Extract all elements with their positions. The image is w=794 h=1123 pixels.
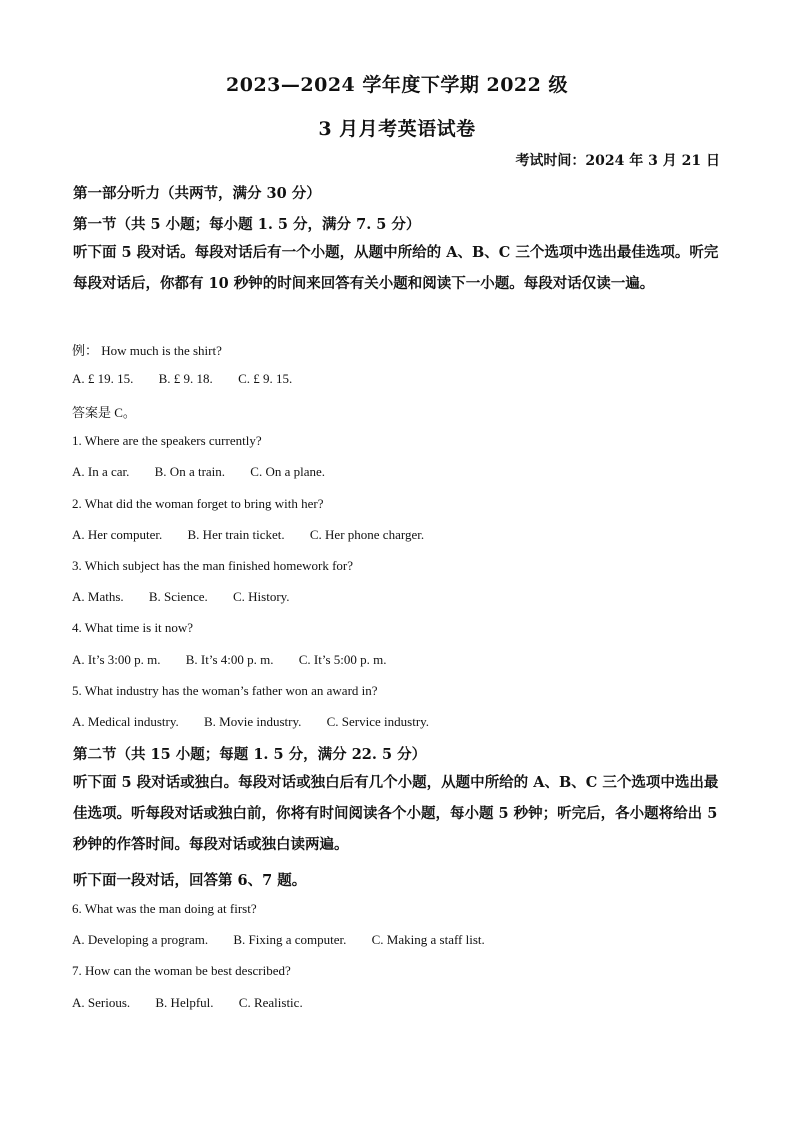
- option-b: B. Her train ticket.: [187, 527, 285, 542]
- option-b: B. Science.: [148, 589, 208, 604]
- option-b: B. It’s 4:00 p. m.: [185, 652, 274, 667]
- section2-heading: 第二节（共 15 小题；每题 1. 5 分，满分 22. 5 分）: [73, 746, 427, 763]
- option-a: A. £ 19. 15.: [72, 371, 134, 386]
- section1-instructions: 听下面 5 段对话。每段对话后有一个小题，从题中所给的 A、B、C 三个选项中选出最佳选项。听完每段对话后，你都有 10 秒钟的时间来回答有关小题和阅读下一小题。每段对话仅读一遍。: [73, 244, 719, 292]
- option-c: C. History.: [232, 589, 290, 604]
- option-c: C. Her phone charger.: [309, 527, 425, 542]
- question-2-options: [72, 527, 424, 543]
- option-a: A. Medical industry.: [72, 714, 179, 729]
- option-a: A. Her computer.: [72, 527, 163, 542]
- example-answer: 答案是 C。: [72, 405, 136, 420]
- question-5: 5. What industry has the woman’s father won an award in?: [72, 683, 378, 698]
- option-b: B. £ 9. 18.: [158, 371, 213, 386]
- question-6: 6. What was the man doing at first?: [72, 901, 257, 916]
- dialog-intro: 听下面一段对话，回答第 6、7 题。: [73, 872, 307, 889]
- part1-heading: 第一部分听力（共两节，满分 30 分）: [73, 185, 321, 202]
- option-b: B. Helpful.: [155, 995, 214, 1010]
- option-b: B. Movie industry.: [204, 714, 302, 729]
- question-7: 7. How can the woman be best described?: [72, 963, 291, 978]
- question-4: 4. What time is it now?: [72, 620, 194, 635]
- exam-time: 考试时间：2024 年 3 月 21 日: [515, 153, 720, 169]
- option-a: A. Maths.: [72, 589, 124, 604]
- example-question: 例： How much is the shirt?: [72, 343, 222, 358]
- option-c: C. On a plane.: [250, 464, 326, 479]
- option-c: C. Realistic.: [238, 995, 303, 1010]
- question-4-options: [72, 652, 387, 668]
- section2-instructions: 听下面 5 段对话或独白。每段对话或独白后有几个小题，从题中所给的 A、B、C 三个选项中选出最佳选项。听每段对话或独白前，你将有时间阅读各个小题，每小题 5 秒钟；听完后，各小题将给出 5 秒钟的作答时间。每段对话或独白读两遍。: [73, 774, 719, 853]
- exam-subtitle: 3 月月考英语试卷: [318, 118, 476, 140]
- question-6-options: [72, 932, 485, 948]
- question-1-options: [72, 464, 325, 480]
- option-b: B. On a train.: [154, 464, 226, 479]
- exam-title: 2023—2024 学年度下学期 2022 级: [226, 74, 568, 96]
- question-5-options: [72, 714, 429, 730]
- option-a: A. Developing a program.: [72, 932, 209, 947]
- question-7-options: [72, 995, 303, 1011]
- option-c: C. It’s 5:00 p. m.: [298, 652, 387, 667]
- question-2: 2. What did the woman forget to bring with her?: [72, 496, 324, 511]
- question-3: 3. Which subject has the man finished homework for?: [72, 558, 353, 573]
- section1-heading: 第一节（共 5 小题；每小题 1. 5 分，满分 7. 5 分）: [73, 216, 421, 233]
- option-c: C. £ 9. 15.: [238, 371, 293, 386]
- question-3-options: [72, 589, 290, 605]
- option-b: B. Fixing a computer.: [233, 932, 347, 947]
- option-c: C. Service industry.: [326, 714, 430, 729]
- example-options: [72, 371, 292, 387]
- question-1: 1. Where are the speakers currently?: [72, 433, 262, 448]
- option-a: A. Serious.: [72, 995, 131, 1010]
- option-a: A. It’s 3:00 p. m.: [72, 652, 161, 667]
- option-c: C. Making a staff list.: [371, 932, 485, 947]
- option-a: A. In a car.: [72, 464, 130, 479]
